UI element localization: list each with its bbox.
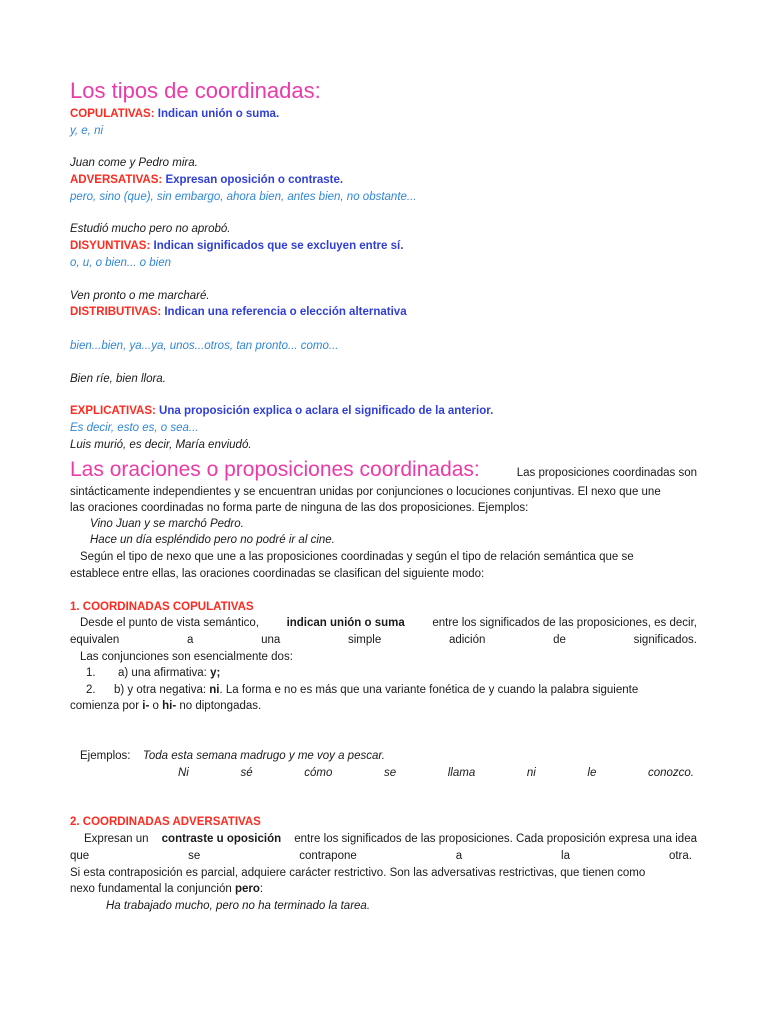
word: ni [526, 767, 536, 779]
explicativas-label: EXPLICATIVAS: [70, 405, 156, 417]
prefix-hi: hi- [162, 700, 177, 712]
adversativas-section-line-2 [70, 849, 692, 863]
word: sé [240, 767, 253, 779]
adversativas-section-line-1 [84, 832, 697, 846]
copulativas-line1-c: entre los significados de las proposiciones, es decir, [432, 617, 697, 629]
explicativas-sentence: Luis murió, es decir, María enviudó. [70, 439, 252, 451]
copulativas-section-line-1 [80, 616, 697, 630]
list-item-conj: ni [209, 684, 220, 696]
list-item-text: b) y otra negativa: [114, 684, 207, 696]
word: una [261, 634, 281, 646]
section-coordinadas-para-2: establece entre ellas, las oraciones coordinadas se clasifican del siguiente modo: [70, 568, 485, 580]
word: le [587, 767, 597, 779]
word: significados. [633, 634, 697, 646]
copulativas-line [70, 107, 279, 121]
adversativas-line1-a: Expresan un [84, 833, 149, 845]
copulativas-ejemplo-2 [178, 766, 694, 780]
copulativas-section-line-3: Las conjunciones son esencialmente dos: [80, 651, 293, 663]
word: se [383, 767, 397, 779]
section-coordinadas-example-2: Hace un día espléndido pero no podré ir al cine. [90, 534, 335, 546]
copulativas-sentence: Juan come y Pedro mira. [70, 157, 198, 169]
word: llama [447, 767, 476, 779]
list-item-number: 2. [86, 684, 96, 696]
adversativas-line [70, 173, 343, 187]
copulativas-section-heading: 1. COORDINADAS COPULATIVAS [70, 601, 254, 613]
explicativas-examples: Es decir, esto es, o sea... [70, 422, 199, 434]
ejemplos-label: Ejemplos: [80, 750, 131, 762]
copulativas-list-item-2 [86, 683, 697, 697]
conj-pero: pero [234, 883, 260, 895]
copulativas-line1-a: Desde el punto de vista semántico, [80, 617, 259, 629]
adversativas-label: ADVERSATIVAS: [70, 174, 163, 186]
copulativas-line1-b: indican unión o suma [286, 617, 405, 629]
adversativas-desc: Expresan oposición o contraste. [165, 174, 344, 186]
copulativas-examples: y, e, ni [70, 125, 104, 137]
word: que [70, 850, 90, 862]
copulativas-section-line-2 [70, 633, 697, 647]
list-item-text-rest: . La forma e no es más que una variante fonética de y cuando la palabra siguiente [219, 684, 639, 696]
adversativas-section-line-4 [70, 882, 263, 896]
page-title: Los tipos de coordinadas: [70, 78, 321, 103]
section-coordinadas-intro-3: las oraciones coordinadas no forma parte de ninguna de las dos proposiciones. Ejemplos: [70, 502, 529, 514]
distributivas-label: DISTRIBUTIVAS: [70, 306, 162, 318]
word: a [455, 850, 463, 862]
text: no diptongadas. [179, 700, 262, 712]
copulativas-list-item-2-cont [70, 699, 261, 713]
explicativas-line [70, 404, 493, 418]
word: simple [347, 634, 382, 646]
copulativas-list-item-1 [86, 666, 220, 680]
adversativas-example: Ha trabajado mucho, pero no ha terminado la tarea. [106, 900, 371, 912]
ejemplo-1: Toda esta semana madrugo y me voy a pescar. [142, 750, 385, 762]
word: adición [448, 634, 486, 646]
disyuntivas-label: DISYUNTIVAS: [70, 240, 151, 252]
list-item-number: 1. [86, 667, 96, 679]
text: comienza por [70, 700, 140, 712]
word: equivalen [70, 634, 120, 646]
adversativas-line1-b: contraste u oposición [161, 833, 282, 845]
word: cómo [304, 767, 333, 779]
adversativas-examples: pero, sino (que), sin embargo, ahora bien, antes bien, no obstante... [70, 191, 417, 203]
word: a [186, 634, 194, 646]
word: la [561, 850, 570, 862]
word: Ni [178, 767, 189, 779]
adversativas-section-line-3: Si esta contraposición es parcial, adquiere carácter restrictivo. Son las adversativas restrictivas, que tienen como [70, 867, 646, 879]
copulativas-label: COPULATIVAS: [70, 108, 155, 120]
section-coordinadas-example-1: Vino Juan y se marchó Pedro. [90, 518, 244, 530]
prefix-i: i- [142, 700, 150, 712]
section-coordinadas-para-1: Según el tipo de nexo que une a las proposiciones coordinadas y según el tipo de relación semántica que se [80, 551, 634, 563]
line4-c: : [259, 883, 264, 895]
disyuntivas-examples: o, u, o bien... o bien [70, 257, 172, 269]
word: otra. [668, 850, 692, 862]
word: de [553, 634, 566, 646]
section-coordinadas-heading-line [70, 456, 697, 487]
adversativas-sentence: Estudió mucho pero no aprobó. [70, 223, 231, 235]
copulativas-desc: Indican unión o suma. [157, 108, 280, 120]
section-coordinadas-heading: Las oraciones o proposiciones coordinadas: [70, 458, 480, 481]
distributivas-line [70, 305, 407, 319]
section-coordinadas-intro-1: Las proposiciones coordinadas son [516, 467, 697, 479]
adversativas-line1-c: entre los significados de las proposiciones. Cada proposición expresa una idea [294, 833, 697, 845]
explicativas-desc: Una proposición explica o aclara el significado de la anterior. [159, 405, 494, 417]
list-item-conj: y; [210, 667, 221, 679]
text: o [152, 700, 159, 712]
word: se [188, 850, 201, 862]
list-item-text: a) una afirmativa: [118, 667, 207, 679]
adversativas-section-heading: 2. COORDINADAS ADVERSATIVAS [70, 816, 261, 828]
line4-a: nexo fundamental la conjunción [70, 883, 232, 895]
word: contrapone [299, 850, 357, 862]
distributivas-sentence: Bien ríe, bien llora. [70, 373, 166, 385]
distributivas-desc: Indican una referencia o elección alternativa [164, 306, 407, 318]
disyuntivas-desc: Indican significados que se excluyen entre sí. [153, 240, 404, 252]
word: conozco. [647, 767, 694, 779]
copulativas-ejemplos [80, 749, 385, 763]
disyuntivas-sentence: Ven pronto o me marcharé. [70, 290, 210, 302]
distributivas-examples: bien...bien, ya...ya, unos...otros, tan pronto... como... [70, 340, 339, 352]
disyuntivas-line [70, 239, 403, 253]
section-coordinadas-intro-2: sintácticamente independientes y se encuentran unidas por conjunciones o locuciones conjuntivas. El nexo que une [70, 486, 661, 498]
